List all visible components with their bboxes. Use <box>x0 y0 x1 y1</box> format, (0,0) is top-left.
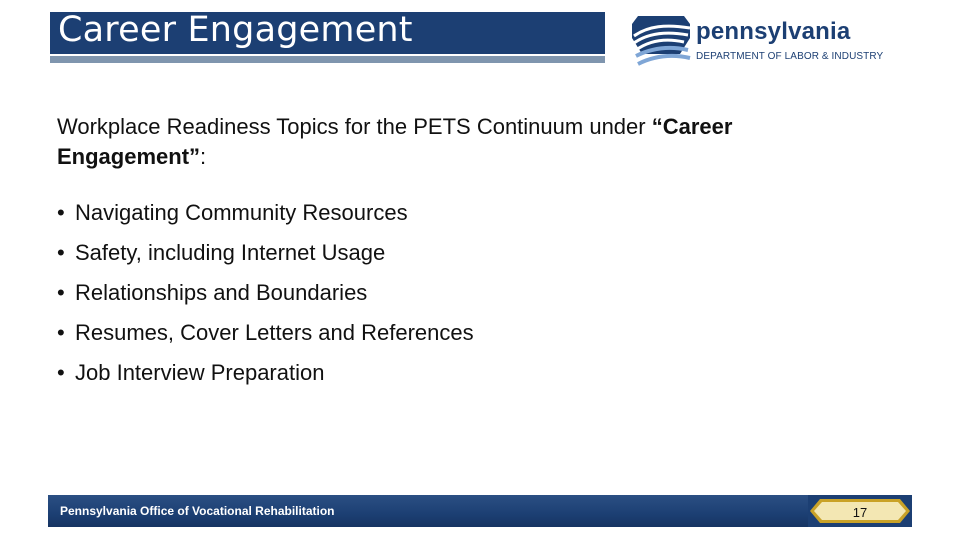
list-item-label: Navigating Community Resources <box>75 200 408 225</box>
intro-text <box>57 112 857 172</box>
list-item <box>57 353 474 393</box>
bullet-icon: • <box>57 200 65 225</box>
topic-list <box>57 193 474 393</box>
bullet-icon: • <box>57 240 65 265</box>
title-accent-stripe <box>50 56 605 63</box>
list-item-label: Job Interview Preparation <box>75 360 325 385</box>
intro-emphasis: “Career Engagement” <box>57 114 733 169</box>
list-item <box>57 193 474 233</box>
list-item-label: Safety, including Internet Usage <box>75 240 386 265</box>
footer <box>48 495 912 527</box>
page-number-box <box>808 495 912 527</box>
bullet-icon: • <box>57 320 65 345</box>
page-number: 17 <box>852 505 868 520</box>
list-item <box>57 313 474 353</box>
logo-wordmark: pennsylvania <box>696 18 851 45</box>
bullet-icon: • <box>57 280 65 305</box>
list-item-label: Resumes, Cover Letters and References <box>75 320 474 345</box>
footer-organization: Pennsylvania Office of Vocational Rehabilitation <box>60 504 335 518</box>
list-item <box>57 273 474 313</box>
logo-department: DEPARTMENT OF LABOR & INDUSTRY <box>696 51 884 62</box>
list-item-label: Relationships and Boundaries <box>75 280 368 305</box>
intro-prefix: Workplace Readiness Topics for the PETS Continuum under <box>57 114 652 139</box>
slide-title: Career Engagement <box>58 10 413 50</box>
footer-bar <box>48 495 808 527</box>
keystone-logo-icon <box>630 14 692 70</box>
pennsylvania-logo <box>630 14 920 70</box>
bullet-icon: • <box>57 360 65 385</box>
intro-suffix: : <box>200 144 207 169</box>
list-item <box>57 233 474 273</box>
